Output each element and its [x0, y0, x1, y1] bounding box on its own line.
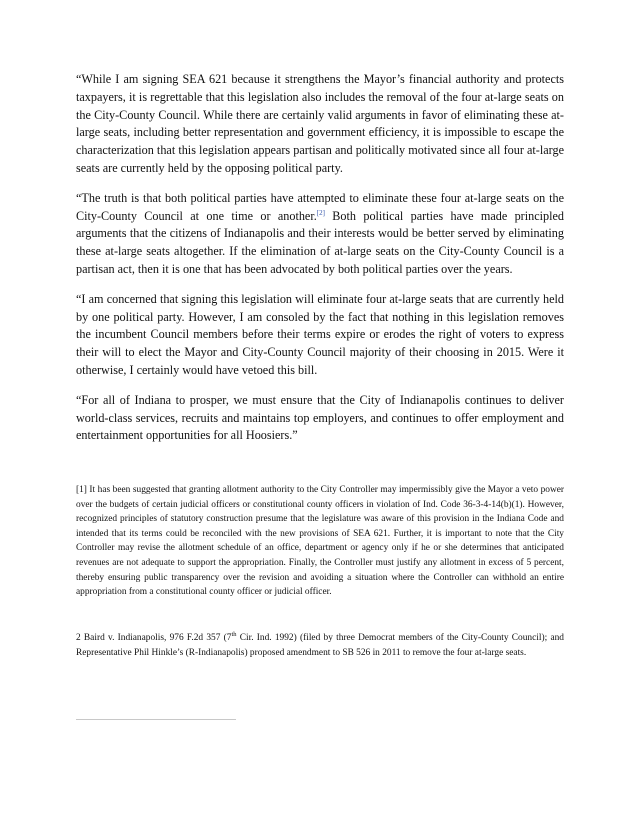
footnote-2-link[interactable]: [2]	[316, 208, 325, 217]
footnote-2-start: 2 Baird v. Indianapolis, 976 F.2d 357 (7	[76, 633, 232, 643]
paragraph-2-end: Both political parties have made principled arguments that the citizens of Indianapolis and their interests would be better served by eliminating these at-large seats altogether. If the elimination of at-large seats on the City-County Council is a partisan act, then it is one that has been advocated by both political parties over the years.	[76, 208, 564, 276]
footnote-2	[76, 631, 564, 660]
paragraph-3: “I am concerned that signing this legislation will eliminate four at-large seats that are currently held by one political party. However, I am consoled by the fact that nothing in this legislation removes the incumbent Council members before their terms expire or erodes the right of voters to express their will to elect the Mayor and City-County Council majority of their choosing in 2015. Were it otherwise, I certainly would have vetoed this bill.	[76, 291, 564, 377]
footnote-separator-line	[76, 719, 236, 720]
footnote-2-end: Cir. Ind. 1992) (filed by three Democrat members of the City-County Council); and Representative Phil Hinkle’s (R-Indianapolis) proposed amendment to SB 526 in 2011 to remove the four at-large seats.	[76, 633, 564, 658]
paragraph-2	[76, 190, 564, 279]
paragraph-4: “For all of Indiana to prosper, we must ensure that the City of Indianapolis continues to deliver world-class services, recruits and maintains top employers, and continues to offer employment and entertainment opportunities for all Hoosiers.”	[76, 392, 564, 443]
quotation-body	[76, 71, 564, 445]
footnote-2-superscript: th	[231, 630, 237, 638]
paragraph-1: “While I am signing SEA 621 because it strengthens the Mayor’s financial authority and protects taxpayers, it is regrettable that this legislation also includes the removal of the four at-large seats on the City-County Council. While there are certainly valid arguments in favor of eliminating these at-large seats, including better representation and government efficiency, it is impossible to escape the characterization that this legislation appears partisan and politically motivated since all four at-large seats are currently held by the opposing political party.	[76, 72, 564, 175]
paragraph-2-start: “The truth is that both political parties have attempted to eliminate these four at-large seats on the City-County Council at one time or another.	[76, 190, 564, 223]
footnote-1	[76, 483, 564, 600]
footnote-1-text: [1] It has been suggested that granting allotment authority to the City Controller may impermissibly give the Mayor a veto power over the budgets of certain judicial officers or constitutional county officers in violation of Ind. Code 36-3-4-14(b)(1). However, recognized principles of statutory construction presume that the legislature was aware of this provision in the Indiana Code and intended that its terms could be reconciled with the new provisions of SEA 621. Further, it is important to note that the City Controller may revise the allotment schedule of an office, department or agency only if he or she determines that anticipated revenues are not adequate to support the appropriation. Finally, the Controller must justify any allotment in excess of 5 percent, thereby ensuring public transparency over the revision and avoiding a situation where the Controller can withhold an entire appropriation from a constitutional county officer or judicial officer.	[76, 485, 564, 598]
footnote-2-text	[76, 631, 564, 660]
